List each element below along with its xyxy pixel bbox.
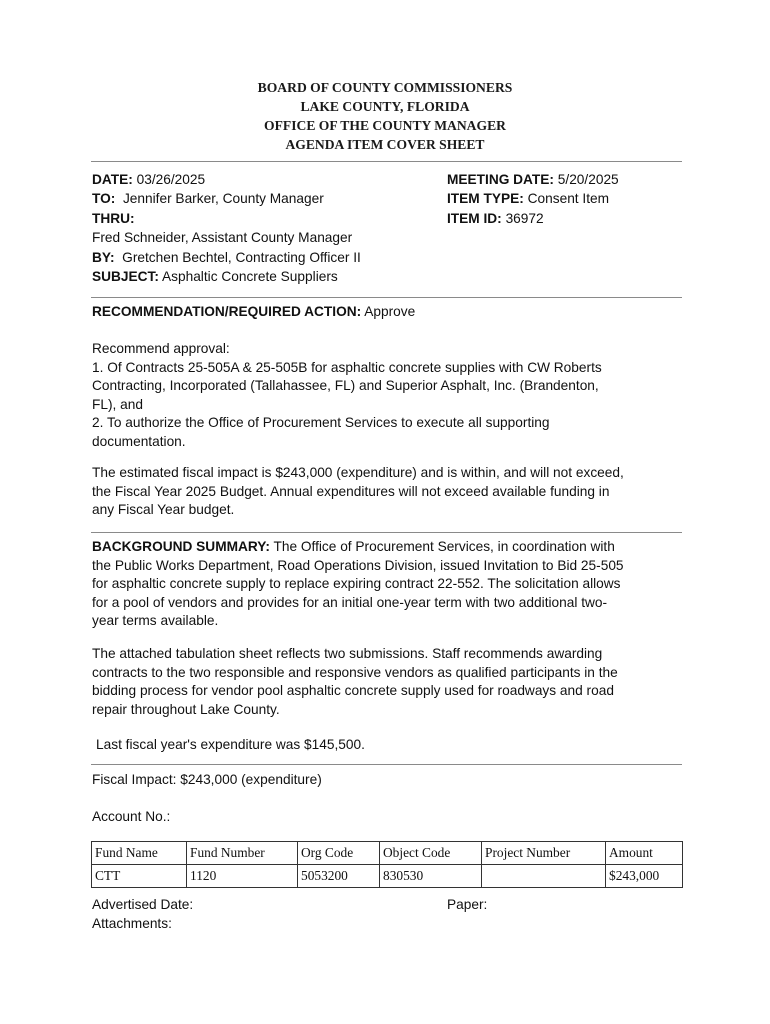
advertised-date-label: Advertised Date:: [92, 897, 194, 912]
recommendation-item1-line1: 1. Of Contracts 25-505A & 25-505B for asphaltic concrete supplies with CW Roberts: [92, 359, 602, 375]
item-id-row: [447, 209, 619, 228]
table-header-cell: Amount: [606, 842, 683, 865]
recommendation-item2-line2: documentation.: [92, 433, 186, 449]
table-cell: 1120: [187, 865, 298, 888]
recommendation-item1-line2: Contracting, Incorporated (Tallahassee, FL) and Superior Asphalt, Inc. (Brandenton,: [92, 378, 599, 394]
background-line1: [92, 538, 686, 557]
subject-label: SUBJECT:: [92, 269, 159, 285]
meeting-date-value: 5/20/2025: [557, 172, 619, 187]
impact-line1: The estimated fiscal impact is $243,000 (expenditure) and is within, and will not exceed,: [92, 465, 624, 480]
background-p2-line4: repair throughout Lake County.: [92, 701, 280, 717]
item-type-row: [447, 189, 619, 208]
by-value: Gretchen Bechtel, Contracting Officer II: [122, 249, 361, 265]
recommendation-item1-line3: FL), and: [92, 396, 143, 412]
fiscal-impact-line: Fiscal Impact: $243,000 (expenditure): [92, 772, 322, 787]
table-header-cell: Fund Name: [92, 842, 187, 865]
header-title: AGENDA ITEM COVER SHEET: [285, 137, 485, 152]
attachments-label: Attachments:: [92, 916, 172, 931]
background-paragraph1: [92, 538, 686, 631]
header-office: OFFICE OF THE COUNTY MANAGER: [264, 118, 506, 133]
divider: [91, 297, 682, 298]
table-cell: CTT: [92, 865, 187, 888]
background-line4: for a pool of vendors and provides for an initial one-year term with two additional two-: [92, 594, 608, 610]
table-cell: [482, 865, 606, 888]
paper-label: Paper:: [447, 897, 488, 912]
header-county: LAKE COUNTY, FLORIDA: [300, 99, 470, 114]
date-row: [92, 170, 361, 189]
item-id-value: 36972: [505, 210, 544, 226]
table-header-cell: Fund Number: [187, 842, 298, 865]
background-p2-line1: The attached tabulation sheet reflects two submissions. Staff recommends awarding: [92, 646, 603, 661]
to-label: TO:: [92, 191, 116, 207]
recommendation-item2-line1: 2. To authorize the Office of Procurement Services to execute all supporting: [92, 415, 550, 431]
divider: [91, 532, 682, 533]
to-row: [92, 189, 361, 208]
table-row: [92, 865, 683, 888]
subject-row: [92, 267, 361, 286]
table-cell: $243,000: [606, 865, 683, 888]
background-line2: the Public Works Department, Road Operations Division, issued Invitation to Bid 25-505: [92, 557, 624, 573]
divider: [91, 764, 682, 765]
background-line5: year terms available.: [92, 613, 219, 629]
table-cell: 5053200: [298, 865, 380, 888]
impact-line2: the Fiscal Year 2025 Budget. Annual expenditures will not exceed available funding in: [92, 483, 610, 499]
meeting-date-label: MEETING DATE:: [447, 172, 554, 187]
recommendation-heading: [92, 303, 686, 322]
meeting-date-row: [447, 170, 619, 189]
background-p2-line2: contracts to the two responsible and responsive vendors as qualified participants in the: [92, 664, 618, 680]
thru-row: [92, 209, 361, 228]
subject-value: Asphaltic Concrete Suppliers: [162, 269, 338, 285]
by-label: BY:: [92, 249, 115, 265]
to-value: Jennifer Barker, County Manager: [122, 191, 324, 207]
item-id-label: ITEM ID:: [447, 210, 502, 226]
recommendation-body: [92, 340, 686, 452]
recommendation-value: Approve: [364, 304, 416, 319]
recommendation-intro: Recommend approval:: [92, 341, 230, 356]
background-p2-line3: bidding process for vendor pool asphaltic concrete supply used for roadways and road: [92, 683, 614, 699]
table-header-cell: Project Number: [482, 842, 606, 865]
bottom-right-fields: [447, 895, 487, 914]
date-value: 03/26/2025: [136, 172, 206, 187]
table-header-row: [92, 842, 683, 865]
account-table: [91, 841, 683, 888]
table-header-cell: Org Code: [298, 842, 380, 865]
meta-right: [447, 170, 619, 228]
header-board: BOARD OF COUNTY COMMISSIONERS: [257, 80, 513, 95]
by-row: [92, 248, 361, 267]
background-line3: for asphaltic concrete supply to replace expiring contract 22-552. The solicitation allows: [92, 576, 621, 592]
background-paragraph2: [92, 645, 686, 719]
bottom-left-fields: [92, 895, 193, 933]
date-label: DATE:: [92, 172, 133, 187]
last-year-expenditure: Last fiscal year's expenditure was $145,500.: [96, 737, 365, 752]
account-number-label: Account No.:: [92, 809, 171, 824]
background-line1-text: The Office of Procurement Services, in coordination with: [273, 539, 615, 554]
fiscal-impact-paragraph: [92, 464, 686, 520]
impact-line3: any Fiscal Year budget.: [92, 502, 235, 518]
meta-left: [92, 170, 361, 286]
item-type-label: ITEM TYPE:: [447, 191, 524, 207]
divider: [91, 161, 682, 162]
item-type-value: Consent Item: [527, 191, 610, 207]
background-label: BACKGROUND SUMMARY:: [92, 539, 270, 554]
table-header-cell: Object Code: [380, 842, 482, 865]
thru-label: THRU:: [92, 210, 135, 226]
document-header: [0, 78, 770, 154]
recommendation-label: RECOMMENDATION/REQUIRED ACTION:: [92, 304, 362, 319]
table-cell: 830530: [380, 865, 482, 888]
thru-value: Fred Schneider, Assistant County Manager: [92, 230, 353, 246]
